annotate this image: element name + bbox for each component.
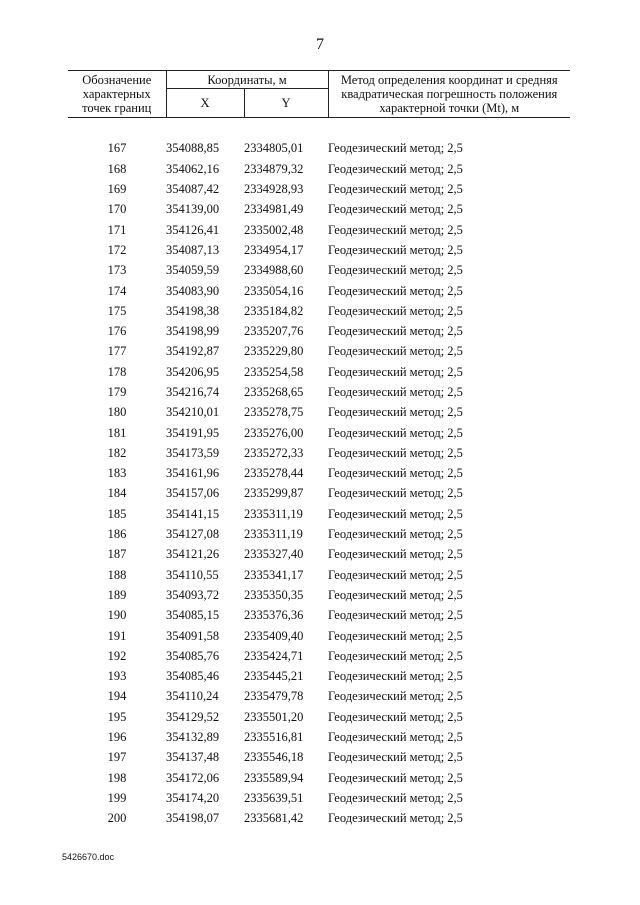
header-point-name: Обозначение характерных точек границ <box>68 71 166 118</box>
method-cell: Геодезический метод; 2,5 <box>328 709 463 724</box>
point-name-cell: 190 <box>107 608 127 623</box>
table-row <box>68 707 570 727</box>
method-cell: Геодезический метод; 2,5 <box>328 283 463 298</box>
x-coordinate-cell: 354132,89 <box>166 730 220 745</box>
method-cell: Геодезический метод; 2,5 <box>328 567 463 582</box>
table-row <box>68 402 570 422</box>
method-cell: Геодезический метод; 2,5 <box>328 141 463 156</box>
method-cell: Геодезический метод; 2,5 <box>328 303 463 318</box>
method-cell: Геодезический метод; 2,5 <box>328 608 463 623</box>
table-row <box>68 321 570 341</box>
method-cell: Геодезический метод; 2,5 <box>328 527 463 542</box>
y-coordinate-cell: 2335479,78 <box>244 689 304 704</box>
point-name-cell: 199 <box>107 790 127 805</box>
x-coordinate-cell: 354192,87 <box>166 344 220 359</box>
y-coordinate-cell: 2335516,81 <box>244 730 304 745</box>
x-coordinate-cell: 354198,38 <box>166 303 220 318</box>
table-row <box>68 605 570 625</box>
point-name-cell: 200 <box>107 811 127 826</box>
point-name-cell: 191 <box>107 628 127 643</box>
method-cell: Геодезический метод; 2,5 <box>328 628 463 643</box>
header-method: Метод определения координат и средняя квадратическая погрешность положения характерной точки (Mt), м <box>328 71 570 118</box>
method-cell: Геодезический метод; 2,5 <box>328 405 463 420</box>
point-name-cell: 178 <box>107 364 127 379</box>
method-cell: Геодезический метод; 2,5 <box>328 324 463 339</box>
x-coordinate-cell: 354157,06 <box>166 486 220 501</box>
table-row <box>68 341 570 361</box>
y-coordinate-cell: 2335054,16 <box>244 283 304 298</box>
method-cell: Геодезический метод; 2,5 <box>328 587 463 602</box>
table-row <box>68 646 570 666</box>
y-coordinate-cell: 2335207,76 <box>244 324 304 339</box>
x-coordinate-cell: 354093,72 <box>166 587 220 602</box>
method-cell: Геодезический метод; 2,5 <box>328 425 463 440</box>
point-name-cell: 189 <box>107 587 127 602</box>
table-row <box>68 301 570 321</box>
table-row <box>68 483 570 503</box>
point-name-cell: 170 <box>107 202 127 217</box>
table-row <box>68 382 570 402</box>
x-coordinate-cell: 354141,15 <box>166 506 220 521</box>
point-name-cell: 181 <box>107 425 127 440</box>
y-coordinate-cell: 2335327,40 <box>244 547 304 562</box>
x-coordinate-cell: 354085,46 <box>166 669 220 684</box>
y-coordinate-cell: 2335276,00 <box>244 425 304 440</box>
x-coordinate-cell: 354191,95 <box>166 425 220 440</box>
y-coordinate-cell: 2335002,48 <box>244 222 304 237</box>
x-coordinate-cell: 354091,58 <box>166 628 220 643</box>
y-coordinate-cell: 2334928,93 <box>244 182 304 197</box>
y-coordinate-cell: 2335229,80 <box>244 344 304 359</box>
table-row <box>68 768 570 788</box>
point-name-cell: 188 <box>107 567 127 582</box>
y-coordinate-cell: 2335278,44 <box>244 466 304 481</box>
y-coordinate-cell: 2335501,20 <box>244 709 304 724</box>
x-coordinate-cell: 354173,59 <box>166 445 220 460</box>
point-name-cell: 184 <box>107 486 127 501</box>
x-coordinate-cell: 354198,99 <box>166 324 220 339</box>
y-coordinate-cell: 2334954,17 <box>244 242 304 257</box>
table-row <box>68 504 570 524</box>
point-name-cell: 192 <box>107 648 127 663</box>
point-name-cell: 197 <box>107 750 127 765</box>
x-coordinate-cell: 354085,76 <box>166 648 220 663</box>
x-coordinate-cell: 354110,24 <box>166 689 219 704</box>
table-row <box>68 260 570 280</box>
method-cell: Геодезический метод; 2,5 <box>328 506 463 521</box>
table-row <box>68 138 570 158</box>
point-name-cell: 179 <box>107 385 127 399</box>
method-cell: Геодезический метод; 2,5 <box>328 648 463 663</box>
table-body <box>68 118 570 829</box>
y-coordinate-cell: 2335341,17 <box>244 567 304 582</box>
method-cell: Геодезический метод; 2,5 <box>328 730 463 745</box>
coordinates-table <box>68 70 570 828</box>
x-coordinate-cell: 354059,59 <box>166 263 220 278</box>
table-row <box>68 666 570 686</box>
y-coordinate-cell: 2335409,40 <box>244 628 304 643</box>
table-row <box>68 443 570 463</box>
header-coordinates: Координаты, м <box>166 71 328 89</box>
method-cell: Геодезический метод; 2,5 <box>328 364 463 379</box>
table-row <box>68 463 570 483</box>
x-coordinate-cell: 354210,01 <box>166 405 220 420</box>
x-coordinate-cell: 354110,55 <box>166 567 219 582</box>
point-name-cell: 176 <box>107 324 127 339</box>
y-coordinate-cell: 2335681,42 <box>244 811 304 826</box>
page-number: 7 <box>316 36 324 53</box>
y-coordinate-cell: 2335589,94 <box>244 770 304 785</box>
y-coordinate-cell: 2334988,60 <box>244 263 304 278</box>
method-cell: Геодезический метод; 2,5 <box>328 750 463 765</box>
method-cell: Геодезический метод; 2,5 <box>328 445 463 460</box>
table-row <box>68 686 570 706</box>
table-row <box>68 747 570 767</box>
point-name-cell: 196 <box>107 730 127 745</box>
x-coordinate-cell: 354121,26 <box>166 547 220 562</box>
y-coordinate-cell: 2335278,75 <box>244 405 304 420</box>
method-cell: Геодезический метод; 2,5 <box>328 263 463 278</box>
x-coordinate-cell: 354083,90 <box>166 283 220 298</box>
table-row <box>68 625 570 645</box>
method-cell: Геодезический метод; 2,5 <box>328 242 463 257</box>
method-cell: Геодезический метод; 2,5 <box>328 669 463 684</box>
method-cell: Геодезический метод; 2,5 <box>328 182 463 197</box>
point-name-cell: 168 <box>107 161 127 176</box>
x-coordinate-cell: 354127,08 <box>166 527 220 542</box>
method-cell: Геодезический метод; 2,5 <box>328 222 463 237</box>
method-cell: Геодезический метод; 2,5 <box>328 790 463 805</box>
point-name-cell: 185 <box>107 506 127 521</box>
y-coordinate-cell: 2335350,35 <box>244 587 304 602</box>
point-name-cell: 183 <box>107 466 127 481</box>
x-coordinate-cell: 354129,52 <box>166 709 220 724</box>
point-name-cell: 186 <box>107 527 127 542</box>
method-cell: Геодезический метод; 2,5 <box>328 689 463 704</box>
y-coordinate-cell: 2335311,19 <box>244 527 303 542</box>
x-coordinate-cell: 354206,95 <box>166 364 220 379</box>
table-row <box>68 159 570 179</box>
point-name-cell: 171 <box>107 222 127 237</box>
x-coordinate-cell: 354087,42 <box>166 182 220 197</box>
header-x: X <box>166 89 244 118</box>
method-cell: Геодезический метод; 2,5 <box>328 385 463 399</box>
table-row <box>68 585 570 605</box>
footer-doc-name: 5426670.doc <box>62 852 115 862</box>
y-coordinate-cell: 2335311,19 <box>244 506 303 521</box>
method-cell: Геодезический метод; 2,5 <box>328 811 463 826</box>
method-cell: Геодезический метод; 2,5 <box>328 466 463 481</box>
method-cell: Геодезический метод; 2,5 <box>328 547 463 562</box>
y-coordinate-cell: 2335299,87 <box>244 486 304 501</box>
x-coordinate-cell: 354198,07 <box>166 811 220 826</box>
table-row <box>68 808 570 828</box>
point-name-cell: 198 <box>107 770 127 785</box>
x-coordinate-cell: 354062,16 <box>166 161 220 176</box>
table-row <box>68 240 570 260</box>
header-y: Y <box>244 89 328 118</box>
table-row <box>68 544 570 564</box>
y-coordinate-cell: 2334805,01 <box>244 141 304 156</box>
x-coordinate-cell: 354172,06 <box>166 770 220 785</box>
y-coordinate-cell: 2335546,18 <box>244 750 304 765</box>
x-coordinate-cell: 354174,20 <box>166 790 220 805</box>
y-coordinate-cell: 2335254,58 <box>244 364 304 379</box>
method-cell: Геодезический метод; 2,5 <box>328 770 463 785</box>
x-coordinate-cell: 354126,41 <box>166 222 220 237</box>
y-coordinate-cell: 2335184,82 <box>244 303 304 318</box>
x-coordinate-cell: 354087,13 <box>166 242 220 257</box>
table-row <box>68 565 570 585</box>
point-name-cell: 172 <box>107 242 127 257</box>
point-name-cell: 195 <box>107 709 127 724</box>
table-row <box>68 422 570 442</box>
table-row <box>68 219 570 239</box>
point-name-cell: 182 <box>107 445 127 460</box>
table-row <box>68 788 570 808</box>
table-header <box>68 71 570 118</box>
method-cell: Геодезический метод; 2,5 <box>328 202 463 217</box>
y-coordinate-cell: 2335268,65 <box>244 385 304 399</box>
method-cell: Геодезический метод; 2,5 <box>328 486 463 501</box>
table-row <box>68 280 570 300</box>
y-coordinate-cell: 2334879,32 <box>244 161 304 176</box>
y-coordinate-cell: 2335424,71 <box>244 648 304 663</box>
x-coordinate-cell: 354216,74 <box>166 385 220 399</box>
x-coordinate-cell: 354137,48 <box>166 750 220 765</box>
point-name-cell: 175 <box>107 303 127 318</box>
point-name-cell: 193 <box>107 669 127 684</box>
x-coordinate-cell: 354085,15 <box>166 608 220 623</box>
y-coordinate-cell: 2334981,49 <box>244 202 304 217</box>
table-row <box>68 199 570 219</box>
point-name-cell: 194 <box>107 689 127 704</box>
y-coordinate-cell: 2335445,21 <box>244 669 304 684</box>
point-name-cell: 187 <box>107 547 127 562</box>
y-coordinate-cell: 2335272,33 <box>244 445 304 460</box>
method-cell: Геодезический метод; 2,5 <box>328 161 463 176</box>
x-coordinate-cell: 354161,96 <box>166 466 220 481</box>
table-row <box>68 362 570 382</box>
table-row <box>68 179 570 199</box>
point-name-cell: 167 <box>107 141 127 156</box>
y-coordinate-cell: 2335639,51 <box>244 790 304 805</box>
point-name-cell: 177 <box>107 344 127 359</box>
point-name-cell: 169 <box>107 182 127 197</box>
method-cell: Геодезический метод; 2,5 <box>328 344 463 359</box>
x-coordinate-cell: 354139,00 <box>166 202 220 217</box>
table-row <box>68 727 570 747</box>
y-coordinate-cell: 2335376,36 <box>244 608 304 623</box>
table-row <box>68 524 570 544</box>
point-name-cell: 174 <box>107 283 127 298</box>
x-coordinate-cell: 354088,85 <box>166 141 220 156</box>
point-name-cell: 173 <box>107 263 127 278</box>
point-name-cell: 180 <box>107 405 127 420</box>
